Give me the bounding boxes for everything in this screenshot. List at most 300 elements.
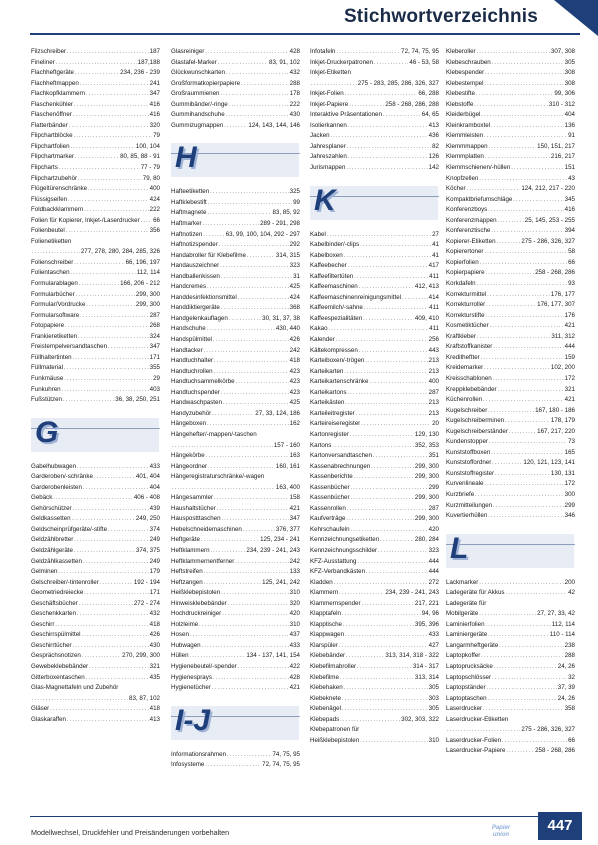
index-entry (446, 247, 575, 258)
dot-leader (374, 58, 408, 69)
entry-term: Geschirr (31, 620, 55, 628)
dot-leader (172, 441, 273, 452)
index-entry (446, 725, 575, 736)
dot-leader (83, 557, 149, 568)
entry-term: Hebelschneidemaschinen (171, 525, 242, 533)
index-entry (171, 100, 300, 111)
entry-pages: 99 (293, 198, 300, 206)
entry-pages: 31 (293, 272, 300, 280)
index-entry (31, 152, 160, 163)
entry-pages: 249, 250 (135, 515, 160, 523)
entry-term: Handspülmittel (171, 336, 212, 344)
corner-triangle-icon (554, 0, 598, 36)
index-entry (31, 79, 160, 90)
entry-pages: 428 (289, 48, 300, 55)
entry-term: Formularablagen (31, 280, 78, 288)
entry-pages: 32 (568, 673, 575, 681)
dot-leader (484, 131, 567, 142)
index-entry (310, 715, 439, 726)
entry-term: Kreppklebebänder (446, 385, 497, 393)
entry-pages: 395, 396 (414, 620, 439, 628)
entry-term: Klebenägel (310, 705, 341, 713)
index-entry (446, 184, 575, 195)
index-entry (171, 535, 300, 546)
entry-pages: 421 (564, 396, 575, 404)
index-entry (171, 750, 300, 761)
entry-pages: 418 (149, 705, 160, 713)
entry-pages: 287 (149, 311, 160, 319)
entry-pages: 416 (149, 111, 160, 119)
entry-pages: 234, 236 - 239 (120, 69, 160, 77)
index-entry (171, 89, 300, 100)
entry-term: Klebstoffe (446, 100, 474, 108)
entry-pages: 171 (149, 353, 160, 361)
dot-leader (202, 641, 289, 652)
index-entry (171, 208, 300, 219)
entry-pages: 321 (149, 662, 160, 670)
index-entry (31, 237, 160, 248)
entry-pages: 427 (428, 641, 439, 649)
dot-leader (65, 321, 149, 332)
entry-term: Kreisschablonen (446, 374, 492, 382)
entry-term: Flaschenöffner (31, 111, 72, 119)
dot-leader (498, 216, 524, 227)
dot-leader (190, 630, 289, 641)
entry-term: Hängeboxen (171, 420, 207, 428)
entry-pages: 352, 353 (414, 441, 439, 449)
entry-pages: 310 - 312 (548, 100, 575, 108)
entry-term: Kreidemarker (446, 364, 484, 372)
index-entry (31, 131, 160, 142)
entry-term: Großraummienen (171, 90, 220, 98)
dot-leader (492, 673, 567, 684)
entry-pages: 409, 410 (414, 314, 439, 322)
dot-leader (59, 163, 140, 174)
entry-term: Laserdrucker (446, 705, 483, 713)
index-entry (310, 110, 439, 121)
index-entry (310, 100, 439, 111)
index-entry (446, 588, 575, 599)
entry-term: Klebefilme (310, 673, 339, 681)
entry-pages: 314 - 317 (412, 662, 439, 670)
entry-term: Hängekörbe (171, 452, 205, 460)
dot-leader (488, 630, 548, 641)
entry-pages: 166, 206 - 212 (120, 280, 160, 288)
dot-leader (221, 303, 289, 314)
entry-pages: 130, 131 (550, 469, 575, 477)
entry-term: Isolierkannen (310, 121, 347, 129)
dot-leader (214, 493, 289, 504)
entry-term: Laptoprucksäcke (446, 662, 493, 670)
dot-leader (208, 462, 275, 473)
dot-leader (67, 47, 149, 58)
entry-term: Handtuchspender (171, 388, 220, 396)
index-entry (446, 205, 575, 216)
entry-term: Klemmplatten (446, 153, 484, 161)
dot-leader (79, 599, 133, 610)
entry-term: Flipchartblöcke (31, 132, 73, 140)
index-entry (310, 578, 439, 589)
entry-pages: 83, 87, 102 (129, 694, 160, 702)
entry-term: Handschuhe (171, 325, 206, 333)
dot-leader (220, 261, 289, 272)
entry-term: Haftmarker (171, 220, 202, 228)
entry-pages: 324 (149, 332, 160, 340)
index-entry (310, 725, 439, 736)
entry-term: Glas-Magnettafeln und Zubehör (31, 684, 119, 692)
index-entry (31, 332, 160, 343)
dot-leader (505, 416, 550, 427)
entry-pages: 159 (564, 353, 575, 361)
entry-term: Haftmagnete (171, 209, 207, 217)
entry-term: Flipchartmarker (31, 153, 74, 161)
entry-term: Hygienesprays (171, 673, 212, 681)
entry-term: Folien für Kopierer, Inkjet-/Laserdrucker (31, 216, 140, 224)
entry-term: Füllhaltertinten (31, 353, 72, 361)
entry-pages: 433 (428, 631, 439, 639)
entry-term: Jacken (310, 132, 330, 140)
entry-term: Kältekompressen (310, 346, 358, 354)
dot-leader (203, 219, 259, 230)
dot-leader (236, 377, 289, 388)
entry-pages: 241 (149, 79, 160, 87)
entry-pages: 222 (289, 100, 300, 108)
entry-term: Heftstreifen (171, 568, 203, 576)
index-entry (171, 240, 300, 251)
dot-leader (348, 261, 428, 272)
dot-leader (82, 630, 149, 641)
index-entry (310, 567, 439, 578)
index-entry (171, 68, 300, 79)
index-entry (31, 174, 160, 185)
entry-pages: 439 (149, 504, 160, 512)
entry-pages: 433 (149, 462, 160, 470)
entry-term: Gummizugmappen (171, 121, 224, 129)
dot-leader (207, 324, 275, 335)
index-entry (31, 525, 160, 536)
entry-pages: 178 (289, 90, 300, 98)
entry-term: Klappwagen (310, 631, 345, 639)
entry-pages: 163, 400 (275, 483, 300, 491)
entry-term: Kundenstopper (446, 438, 488, 446)
entry-term: Handtuchrollen (171, 367, 213, 375)
entry-pages: 299, 300 (414, 494, 439, 502)
entry-pages: 41 (432, 241, 439, 249)
index-entry (31, 58, 160, 69)
dot-leader (172, 483, 275, 494)
index-entry (446, 47, 575, 58)
entry-pages: 272 - 274 (133, 599, 160, 607)
dot-leader (351, 483, 428, 494)
index-entry (310, 89, 439, 100)
entry-term: Kaffeebecher (310, 262, 347, 270)
entry-term: Kassenberichte (310, 473, 353, 481)
index-entry (171, 609, 300, 620)
entry-pages: 416 (564, 206, 575, 214)
entry-term: Karteikartons (310, 388, 347, 396)
entry-term: Gehörschützer (31, 504, 72, 512)
entry-term: Kassenabrechnungen (310, 462, 371, 470)
dot-leader (86, 673, 149, 684)
dot-leader (74, 535, 148, 546)
index-entry (171, 187, 300, 198)
dot-leader (71, 268, 136, 279)
index-entry (310, 525, 439, 536)
index-entry (310, 261, 439, 272)
entry-pages: 275 - 286, 326, 327 (521, 237, 575, 245)
index-entry (310, 736, 439, 747)
entry-term: Folienbeutel (31, 227, 65, 235)
entry-term: Klebespender (446, 69, 485, 77)
index-entry (446, 641, 575, 652)
page-footer (0, 812, 598, 845)
index-entry (31, 620, 160, 631)
entry-pages: 404 (149, 483, 160, 491)
entry-pages: 238 (564, 641, 575, 649)
index-entry (310, 377, 439, 388)
index-entry (171, 462, 300, 473)
entry-pages: 187 (149, 48, 160, 55)
dot-leader (229, 314, 261, 325)
index-entry (31, 268, 160, 279)
index-entry (310, 462, 439, 473)
entry-term: Flatterbänder (31, 121, 68, 129)
entry-term: Gabelhubwagen (31, 462, 77, 470)
dot-leader (88, 184, 149, 195)
index-entry (171, 683, 300, 694)
entry-pages: 321 (564, 385, 575, 393)
index-entry (446, 321, 575, 332)
entry-term: Flipchartfolien (31, 142, 70, 150)
dot-leader (73, 641, 149, 652)
entry-term: Holzleime (171, 620, 199, 628)
entry-term: Hauspostttaschen (171, 515, 221, 523)
dot-leader (476, 89, 553, 100)
dot-leader (206, 451, 289, 462)
entry-term: Füllmaterial (31, 364, 63, 372)
dot-leader (80, 79, 149, 90)
dot-leader (82, 651, 121, 662)
dot-leader (84, 205, 148, 216)
entry-pages: 213 (428, 409, 439, 417)
index-entry (171, 419, 300, 430)
entry-pages: 234, 239 - 241, 243 (385, 589, 439, 597)
entry-pages: 160, 161 (275, 462, 300, 470)
dot-leader (83, 483, 149, 494)
index-entry (310, 230, 439, 241)
entry-pages: 66 (568, 736, 575, 744)
dot-leader (493, 374, 564, 385)
dot-leader (344, 367, 427, 378)
dot-leader (339, 588, 384, 599)
index-entry (171, 472, 300, 483)
entry-pages: 425 (289, 399, 300, 407)
index-entry (31, 641, 160, 652)
entry-pages: 178, 179 (550, 417, 575, 425)
index-entry (31, 279, 160, 290)
entry-term: Handyzubehör (171, 409, 212, 417)
entry-pages: 66, 288 (418, 90, 439, 98)
entry-term: Kaufverträge (310, 515, 346, 523)
index-entry (310, 662, 439, 673)
dot-leader (226, 110, 289, 121)
index-entry (310, 535, 439, 546)
index-entry (31, 483, 160, 494)
dot-leader (354, 272, 428, 283)
dot-leader (495, 469, 550, 480)
dot-leader (331, 131, 428, 142)
entry-pages: 24, 26 (557, 694, 575, 702)
entry-term: Geldkassetten (31, 515, 71, 523)
dot-leader (336, 335, 428, 346)
index-entry (31, 504, 160, 515)
index-entry (310, 324, 439, 335)
entry-term: Handtuchhalter (171, 357, 213, 365)
entry-pages: 313, 314 (414, 673, 439, 681)
entry-pages: 79 (153, 132, 160, 140)
entry-pages: 258 - 268, 286, 288 (385, 100, 439, 108)
entry-term: Kaffeemilch/-sahne (310, 304, 363, 312)
entry-term: Hängeregistraturschränke/-wagen (171, 473, 265, 481)
entry-pages: 124, 143, 144, 146 (248, 121, 300, 129)
dot-leader (342, 609, 421, 620)
entry-pages: 374 (149, 525, 160, 533)
dot-leader (373, 451, 428, 462)
index-entry (310, 142, 439, 153)
entry-term: Frankieretiketten (31, 332, 78, 340)
entry-term: Klemmschienen/-hüllen (446, 164, 511, 172)
dot-leader (356, 409, 428, 420)
entry-term: Fineliner (31, 58, 55, 66)
entry-term: Geometriedreiecke (31, 589, 84, 597)
index-entry (310, 630, 439, 641)
dot-leader (359, 282, 414, 293)
dot-leader (481, 110, 563, 121)
entry-pages: 217, 221 (414, 599, 439, 607)
dot-leader (340, 673, 414, 684)
entry-term: Kosmetiktücher (446, 322, 489, 330)
dot-leader (494, 662, 557, 673)
entry-term: Handdesinfektionsmittel (171, 293, 237, 301)
entry-pages: 347 (149, 90, 160, 98)
index-entry (31, 163, 160, 174)
entry-term: Korrekturmittel (446, 290, 487, 298)
index-entry (446, 746, 575, 757)
entry-pages: 102, 200 (550, 364, 575, 372)
entry-term: Kopierpapiere (446, 269, 485, 277)
index-entry (446, 416, 575, 427)
dot-leader (361, 419, 431, 430)
entry-term: Kugelschreiberminen (446, 417, 505, 425)
dot-leader (32, 694, 128, 705)
index-entry (310, 79, 439, 90)
index-entry (171, 525, 300, 536)
index-entry (310, 441, 439, 452)
entry-term: Laptopständer (446, 684, 486, 692)
entry-pages: 27, 27, 33, 42 (537, 610, 575, 618)
entry-pages: 345 (564, 195, 575, 203)
entry-pages: 310 (289, 620, 300, 628)
entry-pages: 426 (289, 336, 300, 344)
entry-term: Laptoptaschen (446, 694, 487, 702)
entry-term: Heftzangen (171, 578, 203, 586)
index-entry (310, 398, 439, 409)
index-entry (31, 110, 160, 121)
entry-term: Laminiergeräte (446, 631, 488, 639)
index-entry (171, 251, 300, 262)
dot-leader (214, 367, 289, 378)
entry-term: Köcher (446, 185, 466, 193)
dot-leader (359, 346, 428, 357)
entry-pages: 411 (429, 272, 439, 280)
entry-pages: 142 (428, 164, 439, 172)
entry-term: Klebestifte (446, 90, 475, 98)
index-entry (446, 311, 575, 322)
dot-leader (362, 599, 414, 610)
entry-pages: 308 (564, 69, 575, 77)
index-entry (31, 535, 160, 546)
index-entry (31, 662, 160, 673)
dot-leader (357, 662, 412, 673)
entry-pages: 213 (428, 367, 439, 375)
entry-term: Garderobenleisten (31, 483, 82, 491)
dot-leader (63, 395, 114, 406)
dot-leader (204, 346, 289, 357)
entry-term: Flachheftmappen (31, 79, 79, 87)
dot-leader (141, 216, 152, 227)
entry-term: Korrekturroller (446, 301, 486, 309)
entry-pages: 423 (289, 367, 300, 375)
entry-term: Handauszeichner (171, 262, 220, 270)
index-entry (31, 599, 160, 610)
index-entry (31, 704, 160, 715)
entry-term: Kaffeefiltertüten (310, 272, 354, 280)
entry-pages: 249 (149, 536, 160, 544)
dot-leader (221, 388, 289, 399)
entry-pages: 412, 413 (414, 283, 439, 291)
entry-pages: 307, 308 (550, 48, 575, 55)
entry-pages: 400 (428, 378, 439, 386)
entry-term: Folientaschen (31, 269, 70, 277)
dot-leader (488, 406, 534, 417)
index-column-1 (31, 47, 160, 725)
entry-term: Hafteetiketten (171, 188, 210, 196)
entry-term: Geschenkkarten (31, 610, 77, 618)
index-entry (310, 673, 439, 684)
dot-leader (485, 152, 550, 163)
entry-pages: 289 - 291, 298 (260, 220, 300, 228)
entry-term: Gläser (31, 705, 50, 713)
index-entry (31, 673, 160, 684)
footer-disclaimer: Modellwechsel, Druckfehler und Preisänderungen vorbehalten (31, 828, 230, 837)
dot-leader (78, 332, 149, 343)
dot-leader (199, 620, 289, 631)
index-entry (446, 374, 575, 385)
dot-leader (497, 237, 521, 248)
entry-term: Kleiderbügel (446, 111, 481, 119)
dot-leader (479, 609, 536, 620)
index-entry (171, 451, 300, 462)
entry-pages: 66 (153, 216, 160, 224)
entry-term: Inkjet-Folien (310, 90, 344, 98)
index-entry (171, 504, 300, 515)
index-entry (171, 377, 300, 388)
index-entry (310, 272, 439, 283)
index-entry (31, 363, 160, 374)
index-entry (446, 332, 575, 343)
entry-pages: 433 (289, 641, 300, 649)
entry-pages: 417 (428, 262, 439, 270)
